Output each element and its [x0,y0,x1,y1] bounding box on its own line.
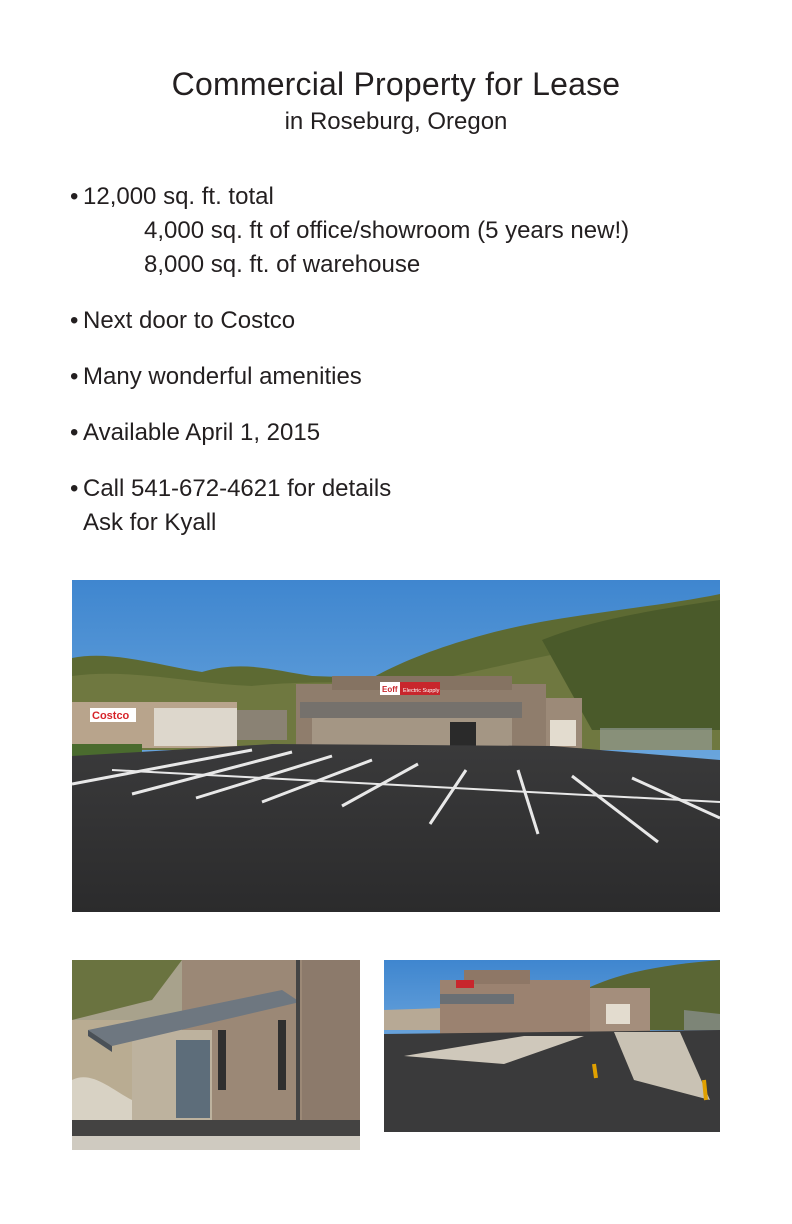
list-item-location [70,304,295,338]
bullet-icon: • [70,475,79,502]
bullet-icon: • [70,363,79,390]
page-subtitle: in Roseburg, Oregon [284,108,508,135]
store-sign-left: Eoff [382,685,398,694]
list-item-size [70,180,274,214]
bullet-icon: • [70,307,79,334]
contact-text: Call 541-672-4621 for details [83,475,392,502]
availability-text: Available April 1, 2015 [83,419,321,446]
bullet-icon: • [70,183,79,210]
list-item-availability [70,416,320,450]
side-view-photo [384,960,720,1132]
list-item-contact [70,472,391,506]
list-item-amenities [70,360,362,394]
size-total-text: 12,000 sq. ft. total [83,183,274,210]
amenities-text: Many wonderful amenities [83,363,362,390]
canopy-detail-photo [72,960,360,1150]
main-property-photo [72,580,720,912]
contact-person-text: Ask for Kyall [83,509,217,536]
costco-sign: Costco [92,710,130,722]
store-sign-right: Electric Supply [403,688,440,694]
bullet-icon: • [70,419,79,446]
office-size-text: 4,000 sq. ft of office/showroom (5 years new!) [144,217,630,244]
page-title: Commercial Property for Lease [171,66,621,102]
location-text: Next door to Costco [83,307,296,334]
warehouse-size-text: 8,000 sq. ft. of warehouse [144,251,421,278]
